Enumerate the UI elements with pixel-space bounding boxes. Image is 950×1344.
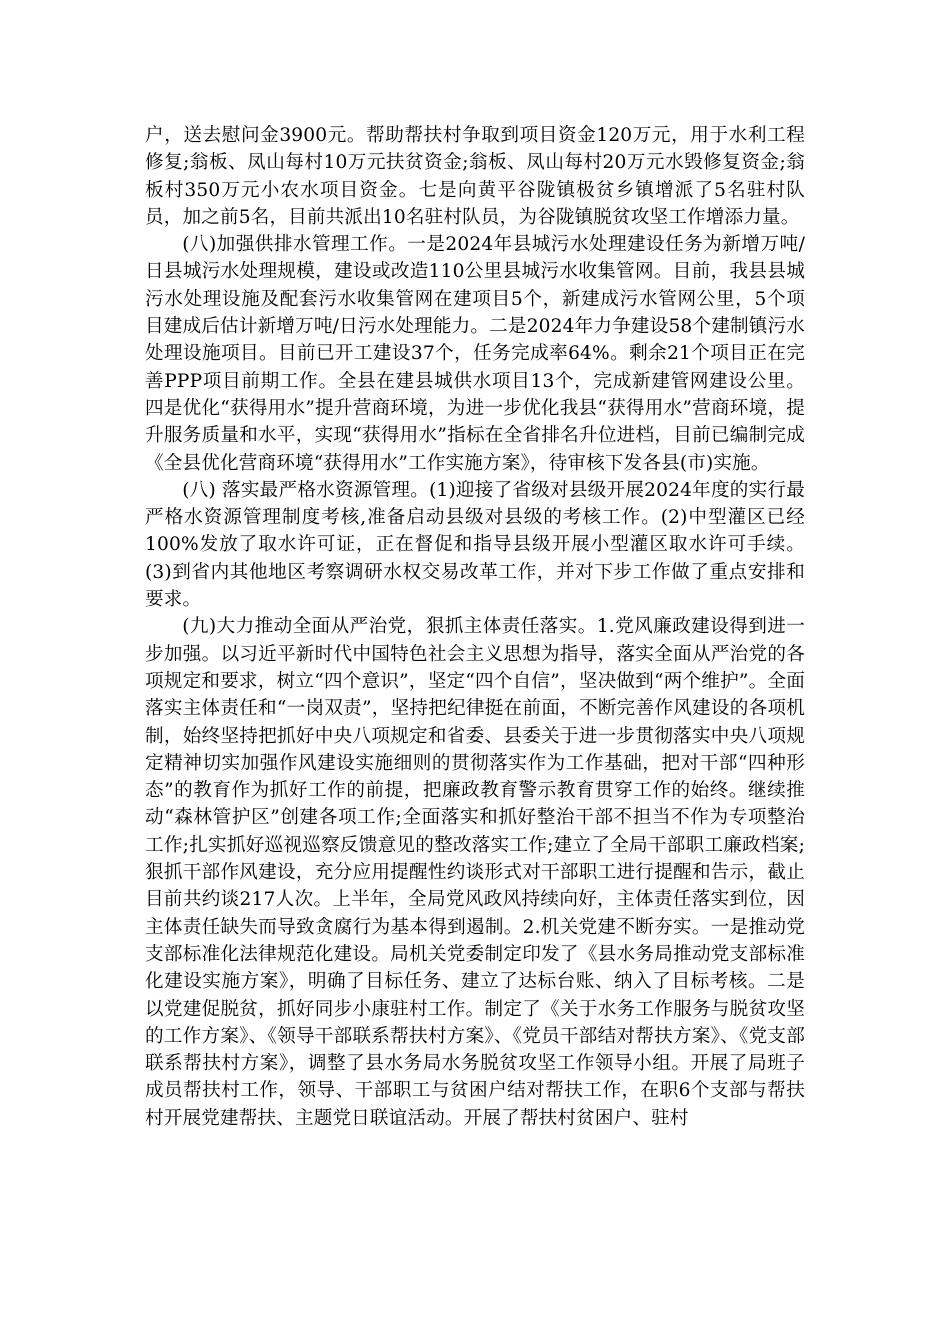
paragraph-continuation: 户，送去慰问金3900元。帮助帮扶村争取到项目资金120万元，用于水利工程修复;翁板、凤山每村10万元扶贫资金;翁板、凤山每村20万元水毁修复资金;翁板村350万元小农水项目资金。七是向黄平谷陇镇极贫乡镇增派了5名驻村队员，加之前5名，目前共派出10名驻村队员，为谷陇镇脱贫攻坚工作增添力量。 [145,125,805,228]
paragraph-water-supply-drainage: (八)加强供排水管理工作。一是2024年县城污水处理建设任务为新增万吨/日县城污水处理规模，建设或改造110公里县城污水收集管网。目前，我县县城污水处理设施及配套污水收集管网在建项目5个，新建成污水管网公里，5个项目建成后估计新增万吨/日污水处理能力。二是2024年力争建设58个建制镇污水处理设施项目。目前已开工建设37个，任务完成率64%。剩余21个项目正在完善PPP项目前期工作。全县在建县城供水项目13个，完成新建管网建设公里。四是优化“获得用水”提升营商环境，为进一步优化我县“获得用水”营商环境，提升服务质量和水平，实现“获得用水”指标在全省排名升位进档，目前已编制完成《全县优化营商环境“获得用水”工作实施方案》，待审核下发各县(市)实施。 [145,234,805,474]
paragraph-water-resource-management: (八) 落实最严格水资源管理。(1)迎接了省级对县级开展2024年度的实行最严格水资源管理制度考核,准备启动县级对县级的考核工作。(2)中型灌区已经100%发放了取水许可证，正在督促和指导县级开展小型灌区取水许可手续。(3)到省内其他地区考察调研水权交易改革工作，并对下步工作做了重点安排和要求。 [145,479,805,611]
document-body [145,122,805,1132]
paragraph-party-governance: (九)大力推动全面从严治党，狠抓主体责任落实。1.党风廉政建设得到进一步加强。以习近平新时代中国特色社会主义思想为指导，落实全面从严治党的各项规定和要求，树立“四个意识”，坚定“四个自信”，坚决做到“两个维护”。全面落实主体责任和“一岗双责”，坚持把纪律挺在前面，不断完善作风建设的各项机制，始终坚持把抓好中央八项规定和省委、县委关于进一步贯彻落实中央八项规定精神切实加强作风建设实施细则的贯彻落实作为工作基础，把对干部“四种形态”的教育作为抓好工作的前提，把廉政教育警示教育贯穿工作的始终。继续推动“森林管护区”创建各项工作;全面落实和抓好整治干部不担当不作为专项整治工作;扎实抓好巡视巡察反馈意见的整改落实工作;建立了全局干部职工廉政档案;狠抓干部作风建设，充分应用提醒性约谈形式对干部职工进行提醒和告示，截止目前共约谈217人次。上半年，全局党风政风持续向好，主体责任落实到位，因主体责任缺失而导致贪腐行为基本得到遏制。2.机关党建不断夯实。一是推动党支部标准化法律规范化建设。局机关党委制定印发了《县水务局推动党支部标准化建设实施方案》，明确了目标任务、建立了达标台账、纳入了目标考核。二是以党建促脱贫，抓好同步小康驻村工作。制定了《关于水务工作服务与脱贫攻坚的工作方案》、《领导干部联系帮扶村方案》、《党员干部结对帮扶方案》、《党支部联系帮扶村方案》，调整了县水务局水务脱贫攻坚工作领导小组。开展了局班子成员帮扶村工作，领导、干部职工与贫困户结对帮扶工作，在职6个支部与帮扶村开展党建帮扶、主题党日联谊活动。开展了帮扶村贫困户、驻村 [145,616,805,1129]
